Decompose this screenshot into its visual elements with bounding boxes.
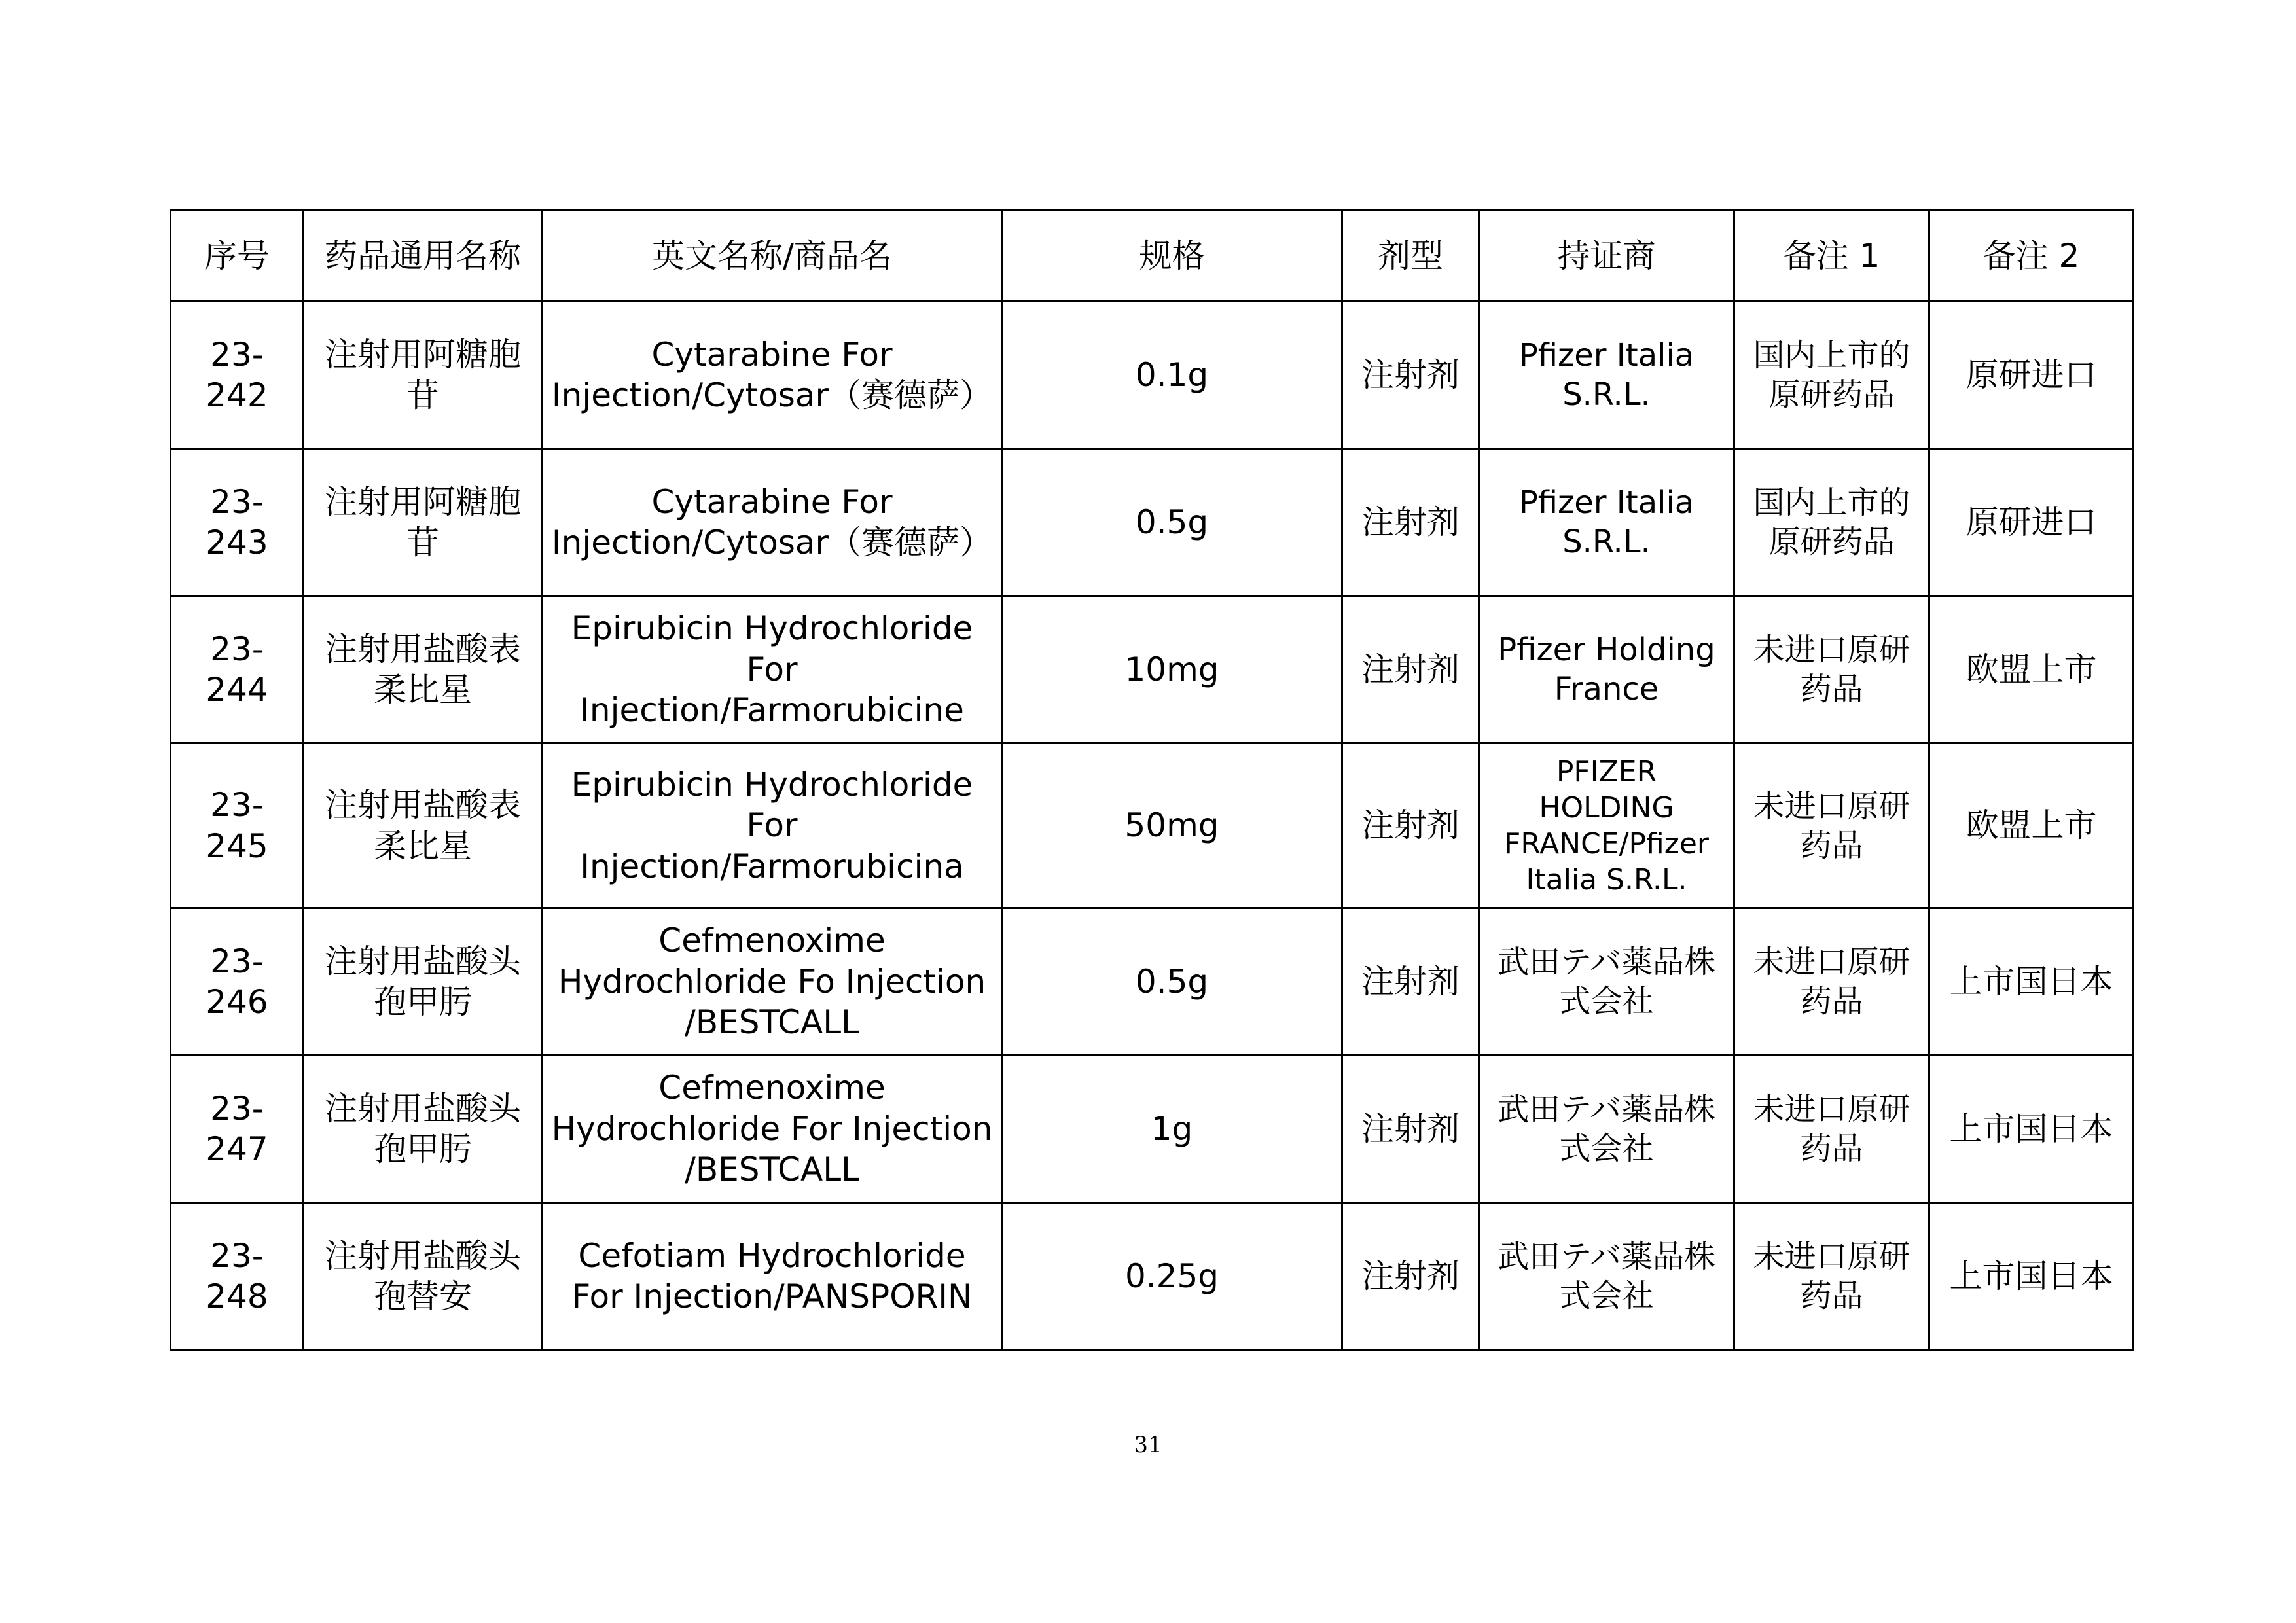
header-license-holder: 持证商 [1479, 211, 1734, 302]
cell-dosage-form: 注射剂 [1342, 1056, 1479, 1203]
cell-generic-name: 注射用盐酸头孢甲肟 [304, 908, 543, 1056]
cell-license-holder: Pfizer Italia S.R.L. [1479, 302, 1734, 449]
cell-specification: 1g [1002, 1056, 1342, 1203]
cell-dosage-form: 注射剂 [1342, 1203, 1479, 1350]
cell-english-name: Cytarabine For Injection/Cytosar（赛德萨） [543, 302, 1002, 449]
cell-generic-name: 注射用盐酸表柔比星 [304, 596, 543, 743]
cell-dosage-form: 注射剂 [1342, 743, 1479, 908]
cell-dosage-form: 注射剂 [1342, 596, 1479, 743]
cell-serial-number: 23-243 [171, 449, 304, 596]
cell-dosage-form: 注射剂 [1342, 449, 1479, 596]
header-generic-name: 药品通用名称 [304, 211, 543, 302]
cell-serial-number: 23-248 [171, 1203, 304, 1350]
cell-dosage-form: 注射剂 [1342, 908, 1479, 1056]
cell-remark-1: 国内上市的原研药品 [1734, 449, 1929, 596]
cell-remark-1: 国内上市的原研药品 [1734, 302, 1929, 449]
cell-english-name: Epirubicin Hydrochloride For Injection/Farmorubicine [543, 596, 1002, 743]
cell-license-holder: 武田テバ薬品株式会社 [1479, 1203, 1734, 1350]
cell-english-name: Cefotiam Hydrochloride For Injection/PANSPORIN [543, 1203, 1002, 1350]
table-row [171, 596, 2134, 743]
table-header-row [171, 211, 2134, 302]
cell-english-name: Epirubicin Hydrochloride For Injection/Farmorubicina [543, 743, 1002, 908]
cell-specification: 0.25g [1002, 1203, 1342, 1350]
cell-remark-1: 未进口原研药品 [1734, 1203, 1929, 1350]
header-english-name: 英文名称/商品名 [543, 211, 1002, 302]
cell-remark-1: 未进口原研药品 [1734, 743, 1929, 908]
header-serial-number: 序号 [171, 211, 304, 302]
cell-serial-number: 23-242 [171, 302, 304, 449]
cell-generic-name: 注射用盐酸表柔比星 [304, 743, 543, 908]
cell-remark-2: 上市国日本 [1929, 1056, 2134, 1203]
cell-generic-name: 注射用阿糖胞苷 [304, 449, 543, 596]
cell-specification: 0.1g [1002, 302, 1342, 449]
cell-english-name: Cefmenoxime Hydrochloride For Injection /BESTCALL [543, 1056, 1002, 1203]
cell-english-name: Cefmenoxime Hydrochloride Fo Injection /BESTCALL [543, 908, 1002, 1056]
cell-remark-1: 未进口原研药品 [1734, 908, 1929, 1056]
cell-remark-1: 未进口原研药品 [1734, 1056, 1929, 1203]
cell-remark-1: 未进口原研药品 [1734, 596, 1929, 743]
cell-license-holder: PFIZER HOLDING FRANCE/Pfizer Italia S.R.L. [1479, 743, 1734, 908]
drug-list-table [170, 209, 2134, 1351]
cell-specification: 0.5g [1002, 908, 1342, 1056]
cell-specification: 10mg [1002, 596, 1342, 743]
cell-remark-2: 原研进口 [1929, 302, 2134, 449]
cell-specification: 50mg [1002, 743, 1342, 908]
cell-serial-number: 23-244 [171, 596, 304, 743]
cell-english-name: Cytarabine For Injection/Cytosar（赛德萨） [543, 449, 1002, 596]
cell-remark-2: 上市国日本 [1929, 1203, 2134, 1350]
cell-license-holder: Pfizer Italia S.R.L. [1479, 449, 1734, 596]
cell-serial-number: 23-246 [171, 908, 304, 1056]
page-number: 31 [1134, 1432, 1162, 1458]
cell-generic-name: 注射用盐酸头孢替安 [304, 1203, 543, 1350]
header-remark-2: 备注 2 [1929, 211, 2134, 302]
header-remark-1: 备注 1 [1734, 211, 1929, 302]
cell-license-holder: 武田テバ薬品株式会社 [1479, 1056, 1734, 1203]
cell-serial-number: 23-247 [171, 1056, 304, 1203]
cell-specification: 0.5g [1002, 449, 1342, 596]
cell-serial-number: 23-245 [171, 743, 304, 908]
table-row [171, 743, 2134, 908]
cell-remark-2: 欧盟上市 [1929, 596, 2134, 743]
cell-license-holder: Pfizer Holding France [1479, 596, 1734, 743]
table-row [171, 449, 2134, 596]
table-row [171, 1056, 2134, 1203]
cell-dosage-form: 注射剂 [1342, 302, 1479, 449]
header-specification: 规格 [1002, 211, 1342, 302]
table-row [171, 1203, 2134, 1350]
header-dosage-form: 剂型 [1342, 211, 1479, 302]
table-row [171, 908, 2134, 1056]
cell-generic-name: 注射用盐酸头孢甲肟 [304, 1056, 543, 1203]
table-row [171, 302, 2134, 449]
cell-license-holder: 武田テバ薬品株式会社 [1479, 908, 1734, 1056]
cell-remark-2: 上市国日本 [1929, 908, 2134, 1056]
cell-remark-2: 欧盟上市 [1929, 743, 2134, 908]
cell-remark-2: 原研进口 [1929, 449, 2134, 596]
cell-generic-name: 注射用阿糖胞苷 [304, 302, 543, 449]
